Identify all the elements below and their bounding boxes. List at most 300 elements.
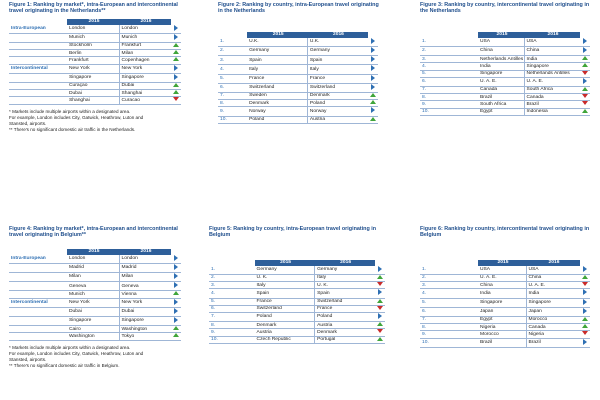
trend-up-icon [173,291,179,295]
trend-same-icon [583,308,587,314]
header-2016: 2016 [524,32,580,38]
table-row [420,282,590,289]
table-row [9,73,181,82]
ranking-table [9,249,181,341]
rank-2015: Curaçao [67,82,119,89]
rank-2015: U. K. [255,274,315,281]
trend-same-icon [174,317,178,323]
rank-2015: Spain [255,289,315,298]
rank-2015: Washington [67,333,119,340]
rank-2016: U. A. E. [524,77,580,86]
group-label [9,326,67,333]
rank-2015: Milan [67,272,119,281]
rank-2016: Austria [307,116,367,123]
rank-2015: Nigeria [478,324,526,331]
footnote: * Markets include multiple airports within a designated area. [9,108,131,114]
rank-2015: France [247,74,307,83]
rank-2015: U.K. [247,38,307,47]
rank-2015: Stockholm [67,42,119,49]
rank-number: 2. [420,274,478,281]
rank-number: 9. [218,107,247,116]
trend-same-icon [378,289,382,295]
rank-2015: Singapore [478,298,526,307]
table-row [420,289,590,298]
rank-2016: U. A. E. [526,282,580,289]
rank-2015: Berlin [67,50,119,57]
rank-number: 1. [420,266,478,275]
rank-number: 7. [218,92,247,99]
trend-up-icon [582,324,588,328]
rank-2016: Brazil [526,338,580,347]
rank-2016: Germany [307,46,367,55]
rank-2015: France [255,298,315,305]
trend-up-icon [582,317,588,321]
rank-2015: Germany [247,46,307,55]
table-row [218,65,378,74]
trend-down-icon [582,331,588,335]
rank-2015: USA [478,266,526,275]
rank-2016: Dubai [119,82,171,89]
rank-2015: Dubai [67,90,119,97]
rank-2016: Madrid [119,263,171,272]
rank-2016: Munich [119,33,171,42]
rank-2016: Singapore [119,316,171,325]
rank-2016: Tokyo [119,333,171,340]
trend-same-icon [378,313,382,319]
footnote: ** There's no significant domestic air traffic in the Netherlands. [9,126,136,132]
footnote: Stansted, airports. [9,356,47,362]
group-label [9,316,67,325]
rank-2015: Dubai [67,307,119,316]
rank-2015: Japan [478,307,526,316]
rank-number: 8. [218,100,247,107]
footnotes [9,345,189,369]
footnote: For example, London includes City, Gatwick, Heathrow, Luton and [9,114,144,120]
rank-number: 1. [420,38,478,47]
table-row [420,77,590,86]
rank-2015: China [478,282,526,289]
rank-number: 9. [420,101,478,108]
ranking-table [9,19,181,105]
footnote: Stansted, airports. [9,120,47,126]
rank-number: 2. [218,46,247,55]
rank-number: 4. [420,63,478,70]
rank-2015: India [478,63,524,70]
rank-2015: Poland [255,312,315,321]
group-label [9,73,67,82]
figure-title: Figure 5: Ranking by country, intra-European travel originating in Belgium [209,226,377,239]
rank-2016: Canada [526,324,580,331]
rank-2016: Dubai [119,307,171,316]
table-row [420,274,590,281]
footnote: ** There's no significant domestic air traffic in Belgium. [9,362,120,368]
table-row [420,94,590,101]
rank-2016: New York [119,64,171,73]
trend-up-icon [370,100,376,104]
rank-2015: Egypt [478,108,524,115]
rank-number: 1. [218,38,247,47]
trend-same-icon [583,47,587,53]
group-label [9,82,67,89]
table-row [420,266,590,275]
trend-same-icon [371,56,375,62]
header-2016: 2016 [119,249,171,255]
rank-2016: Poland [315,312,375,321]
table-row [9,333,181,340]
footnote: For example, London includes City, Gatwick, Heathrow, Luton and [9,350,144,356]
rank-2015: Shanghai [67,97,119,104]
rank-2016: Italy [315,274,375,281]
table-row [420,307,590,316]
rank-2015: Spain [247,56,307,65]
rank-2016: Switzerland [315,298,375,305]
trend-same-icon [174,34,178,40]
rank-number: 5. [420,70,478,77]
rank-2016: Italy [307,65,367,74]
table-row [209,336,385,343]
header-2015: 2015 [478,260,526,266]
ranking-table [218,32,378,124]
header-2015: 2015 [255,260,315,266]
rank-number: 7. [209,312,255,321]
rank-2015: London [67,25,119,34]
table-row [420,56,590,63]
rank-2016: Curacao [119,97,171,104]
table-row [218,116,378,123]
rank-number: 6. [420,307,478,316]
group-label [9,282,67,291]
rank-number: 7. [420,316,478,323]
rank-2016: Spain [307,56,367,65]
table-row [9,82,181,89]
rank-2016: Milan [119,50,171,57]
table-row [209,298,385,305]
table-row [9,97,181,104]
table-row [9,57,181,64]
group-label: Intercontinental [9,64,67,73]
rank-2015: Egypt [478,316,526,323]
rank-2016: Singapore [119,73,171,82]
header-2016: 2016 [307,32,367,38]
rank-2015: Denmark [247,100,307,107]
rank-2016: Milan [119,272,171,281]
table-row [218,56,378,65]
rank-number: 4. [209,289,255,298]
group-label [9,307,67,316]
footnotes [9,109,189,133]
trend-up-icon [582,87,588,91]
table-row [420,108,590,115]
group-label [9,33,67,42]
rank-number: 6. [420,77,478,86]
group-label [9,333,67,340]
group-label: Intercontinental [9,298,67,307]
rank-2016: London [119,25,171,34]
rank-2016: U.K. [307,38,367,47]
rank-2015: Denmark [255,322,315,329]
rank-number: 9. [420,331,478,338]
table-row [209,312,385,321]
header-2015: 2015 [67,249,119,255]
trend-same-icon [174,308,178,314]
trend-up-icon [377,322,383,326]
trend-same-icon [174,299,178,305]
rank-number: 8. [209,322,255,329]
rank-2015: Czech Republic [255,336,315,343]
rank-2016: Indonesia [524,108,580,115]
rank-2015: Netherlands Antilles [480,56,524,62]
rank-2015: Brazil [478,94,524,101]
trend-down-icon [377,306,383,310]
rank-2016: Singapore [524,63,580,70]
table-row [9,272,181,281]
trend-up-icon [173,50,179,54]
group-label [9,97,67,104]
trend-up-icon [377,337,383,341]
rank-2015: India [478,289,526,298]
trend-down-icon [582,282,588,286]
trend-down-icon [377,282,383,286]
figure-3 [420,2,592,116]
rank-2016: Denmark [315,329,375,336]
trend-up-icon [173,333,179,337]
rank-number: 8. [420,324,478,331]
rank-2015: Geneva [67,282,119,291]
rank-number: 7. [420,86,478,93]
rank-2016: France [307,74,367,83]
rank-number: 8. [420,94,478,101]
table-row [420,38,590,47]
rank-number: 4. [218,65,247,74]
table-row [218,83,378,92]
group-label [9,90,67,97]
rank-2016: Vienna [119,291,171,298]
rank-2015: Singapore [67,316,119,325]
trend-same-icon [371,75,375,81]
rank-2016: Germany [315,266,375,275]
rank-number: 6. [209,305,255,312]
rank-2016: Poland [307,100,367,107]
table-row [420,338,590,347]
rank-2015: Italy [255,282,315,289]
rank-2015: Germany [255,266,315,275]
rank-number: 3. [420,282,478,289]
rank-2016: South Africa [524,86,580,93]
trend-same-icon [371,47,375,53]
rank-2016: Copenhagen [119,57,171,64]
table-row [9,90,181,97]
table-row [9,316,181,325]
table-row [9,255,181,264]
rank-2016: Frankfurt [119,42,171,49]
rank-number: 2. [209,274,255,281]
table-row [420,316,590,323]
rank-2015: New York [67,64,119,73]
header-2015: 2015 [478,32,524,38]
trend-down-icon [582,94,588,98]
rank-2016: Austria [315,322,375,329]
rank-number: 3. [420,56,478,63]
rank-2016: Brazil [524,101,580,108]
table-row [209,289,385,298]
trend-same-icon [371,107,375,113]
trend-same-icon [371,84,375,90]
rank-2016: Singapore [526,298,580,307]
trend-same-icon [174,25,178,31]
rank-2015: Cairo [67,326,119,333]
rank-2015: Poland [247,116,307,123]
rank-2016: China [526,274,580,281]
trend-same-icon [583,339,587,345]
trend-down-icon [582,101,588,105]
rank-2015: Italy [247,65,307,74]
ranking-table [420,260,590,348]
figure-title: Figure 2: Ranking by country, intra-European travel originating in the Netherlands [218,2,379,15]
figure-title: Figure 1: Ranking by market*, intra-European and intercontinental travel originating in the Netherlands** [9,2,178,15]
rank-2016: France [315,305,375,312]
group-label [9,42,67,49]
rank-2016: Washington [119,326,171,333]
table-row [209,329,385,336]
rank-number: 9. [209,329,255,336]
footnote: * Markets include multiple airports within a designated area. [9,344,131,350]
table-row [9,307,181,316]
rank-2016: India [524,56,580,63]
rank-2015: Morocco [478,331,526,338]
rank-2015: Austria [255,329,315,336]
rank-2015: USA [478,38,524,47]
rank-2015: Singapore [67,73,119,82]
table-row [9,282,181,291]
rank-2015: New York [67,298,119,307]
rank-2015: Munich [67,291,119,298]
trend-up-icon [377,299,383,303]
group-label [9,57,67,64]
trend-same-icon [174,273,178,279]
trend-up-icon [370,117,376,121]
trend-up-icon [582,63,588,67]
trend-down-icon [582,71,588,75]
rank-number: 6. [218,83,247,92]
trend-up-icon [370,93,376,97]
rank-number: 3. [209,282,255,289]
rank-2016: Canada [524,94,580,101]
header-2015: 2015 [67,19,119,25]
rank-2016: USA [524,38,580,47]
rank-2015: Singapore [478,70,524,77]
group-label [9,263,67,272]
rank-2015: Sweden [247,92,307,99]
figure-5 [209,226,394,344]
rank-2015: Switzerland [255,305,315,312]
rank-2015: Norway [247,107,307,116]
rank-2015: Frankfurt [67,57,119,64]
trend-down-icon [173,97,179,101]
trend-same-icon [378,266,382,272]
header-2016: 2016 [119,19,171,25]
rank-number: 3. [218,56,247,65]
rank-2015: China [478,46,524,55]
table-row [9,291,181,298]
table-row [9,25,181,34]
group-label [9,272,67,281]
group-label: Intra-European [9,255,67,264]
rank-2016: Spain [315,289,375,298]
trend-up-icon [582,275,588,279]
rank-2016: Portugal [315,336,375,343]
figure-title: Figure 4: Ranking by market*, intra-European and intercontinental travel originating in Belgium** [9,226,178,239]
table-row [9,263,181,272]
rank-number: 5. [209,298,255,305]
trend-up-icon [173,43,179,47]
rank-2016: Norway [307,107,367,116]
table-row [209,322,385,329]
rank-2016: London [119,255,171,264]
table-row [218,100,378,107]
figure-6 [420,226,592,348]
rank-2016: Geneva [119,282,171,291]
rank-number: 4. [420,289,478,298]
rank-number: 10. [420,338,478,347]
trend-up-icon [173,326,179,330]
table-row [209,266,385,275]
trend-same-icon [583,78,587,84]
rank-2016: New York [119,298,171,307]
header-2016: 2016 [315,260,375,266]
rank-2015: U. A. E. [478,274,526,281]
rank-2015: Madrid [67,263,119,272]
table-row [420,86,590,93]
rank-2016: Shanghai [119,90,171,97]
trend-up-icon [173,57,179,61]
group-label [9,291,67,298]
table-row [218,107,378,116]
rank-2015: Switzerland [247,83,307,92]
rank-2015: Canada [478,86,524,93]
trend-down-icon [377,329,383,333]
rank-2015: Munich [67,33,119,42]
rank-2015: South Africa [478,101,524,108]
figure-title: Figure 3: Ranking by country, intercontinental travel originating in the Netherlands [420,2,590,15]
table-row [218,38,378,47]
table-row [218,92,378,99]
rank-2015: London [67,255,119,264]
rank-number: 1. [209,266,255,275]
rank-2016: Nigeria [526,331,580,338]
trend-up-icon [173,90,179,94]
trend-same-icon [174,264,178,270]
rank-2016: Denmark [307,92,367,99]
figure-2 [218,2,383,124]
table-row [218,46,378,55]
table-row [218,74,378,83]
group-label [9,50,67,57]
group-label: Intra-European [9,25,67,34]
rank-2016: USA [526,266,580,275]
table-row [209,282,385,289]
ranking-table [420,32,590,116]
table-row [9,33,181,42]
table-row [420,298,590,307]
rank-number: 10. [209,336,255,343]
table-row [420,70,590,77]
rank-2016: Switzerland [307,83,367,92]
figure-title: Figure 6: Ranking by country, intercontinental travel originating in Belgium [420,226,590,239]
table-row [420,46,590,55]
rank-2016: India [526,289,580,298]
rank-number: 5. [218,74,247,83]
rank-2016: Netherlands Antilles [524,70,580,77]
